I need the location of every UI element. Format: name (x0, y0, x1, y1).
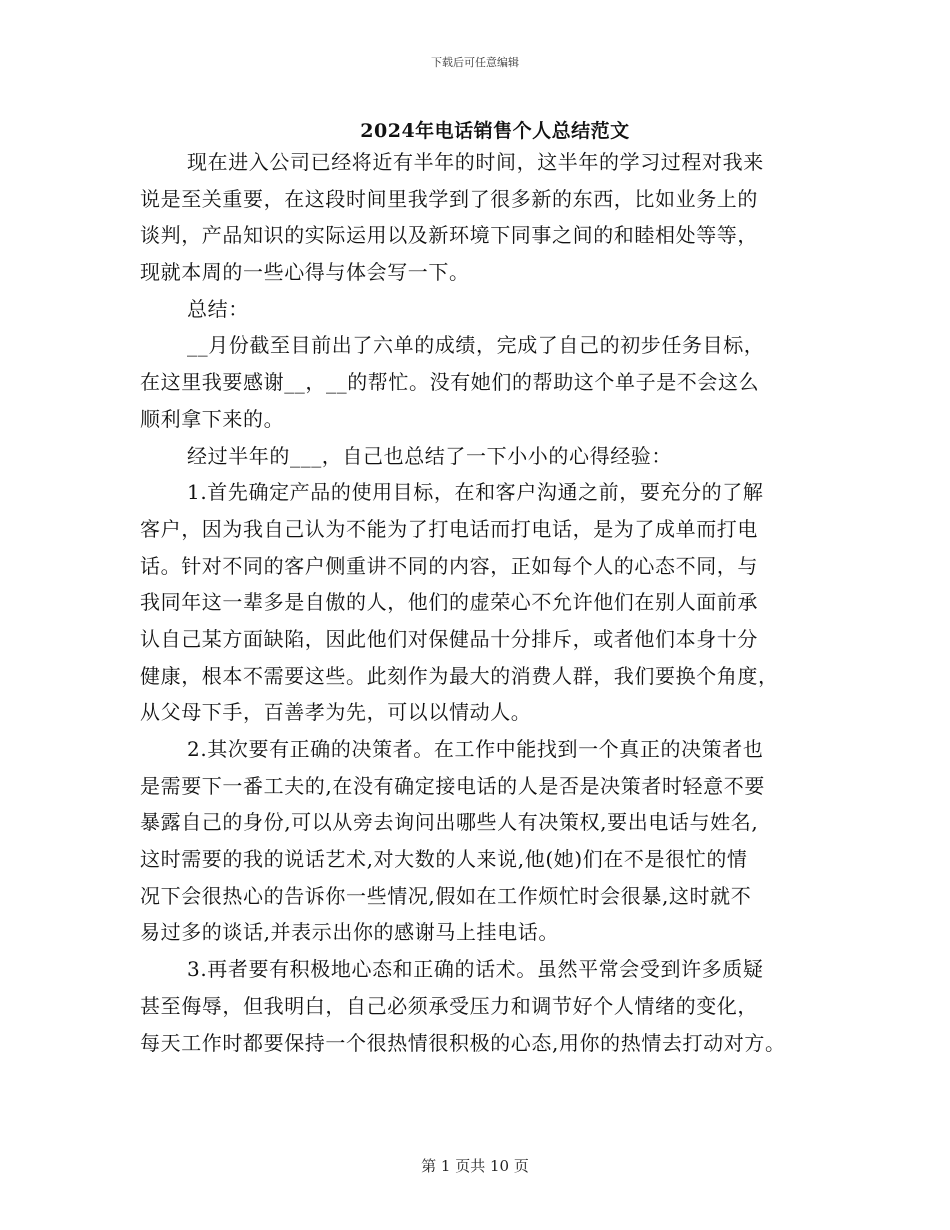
paragraph-line: 我同年这一辈多是自傲的人，他们的虚荣心不允许他们在别人面前承 (140, 590, 758, 615)
paragraph-line: 健康，根本不需要这些。此刻作为最大的消费人群，我们要换个角度， (140, 663, 779, 688)
paragraph-line: 甚至侮辱，但我明白，自己必须承受压力和调节好个人情绪的变化， (140, 993, 758, 1018)
paragraph-line: 话。针对不同的客户侧重讲不同的内容，正如每个人的心态不同，与 (140, 553, 758, 578)
paragraph-line: 现就本周的一些心得与体会写一下。 (140, 260, 470, 285)
paragraph-line: 在这里我要感谢__，__的帮忙。没有她们的帮助这个单子是不会这么 (140, 370, 760, 395)
paragraph-line: 2.其次要有正确的决策者。在工作中能找到一个真正的决策者也 (187, 737, 764, 761)
paragraph-line: __月份截至目前出了六单的成绩，完成了自己的初步任务目标， (187, 333, 765, 358)
paragraph-line: 顺利拿下来的。 (140, 406, 285, 431)
paragraph-line: 总结： (187, 296, 249, 321)
page-header: 下载后可任意编辑 (431, 56, 519, 69)
paragraph-line: 说是至关重要，在这段时间里我学到了很多新的东西，比如业务上的 (140, 186, 758, 211)
paragraph-line: 从父母下手，百善孝为先，可以以情动人。 (140, 700, 532, 725)
document-title: 2024年电话销售个人总结范文 (360, 120, 630, 142)
paragraph-line: 现在进入公司已经将近有半年的时间，这半年的学习过程对我来 (187, 150, 764, 174)
paragraph-line: 况下会很热心的告诉你一些情况,假如在工作烦忙时会很暴,这时就不 (140, 883, 752, 908)
paragraph-line: 谈判，产品知识的实际运用以及新环境下同事之间的和睦相处等等， (140, 223, 758, 248)
paragraph-line: 易过多的谈话,并表示出你的感谢马上挂电话。 (140, 920, 559, 945)
paragraph-line: 认自己某方面缺陷，因此他们对保健品十分排斥，或者他们本身十分 (140, 626, 758, 651)
paragraph-line: 经过半年的___，自己也总结了一下小小的心得经验： (187, 443, 672, 468)
page-footer: 第 1 页共 10 页 (421, 1157, 529, 1175)
document-body (140, 144, 812, 1061)
paragraph-line: 暴露自己的身份,可以从旁去询问出哪些人有决策权,要出电话与姓名, (140, 810, 759, 835)
paragraph-line: 3.再者要有积极地心态和正确的话术。虽然平常会受到许多质疑 (187, 957, 764, 982)
paragraph-line: 客户，因为我自己认为不能为了打电话而打电话，是为了成单而打电 (140, 516, 758, 541)
paragraph-line: 是需要下一番工夫的,在没有确定接电话的人是否是决策者时轻意不要 (140, 773, 765, 798)
paragraph-line: 1.首先确定产品的使用目标，在和客户沟通之前，要充分的了解 (187, 480, 764, 505)
paragraph-line: 这时需要的我的说话艺术,对大数的人来说,他(她)们在不是很忙的情 (140, 847, 748, 872)
paragraph-line: 每天工作时都要保持一个很热情很积极的心态,用你的热情去打动对方。 (140, 1030, 786, 1055)
